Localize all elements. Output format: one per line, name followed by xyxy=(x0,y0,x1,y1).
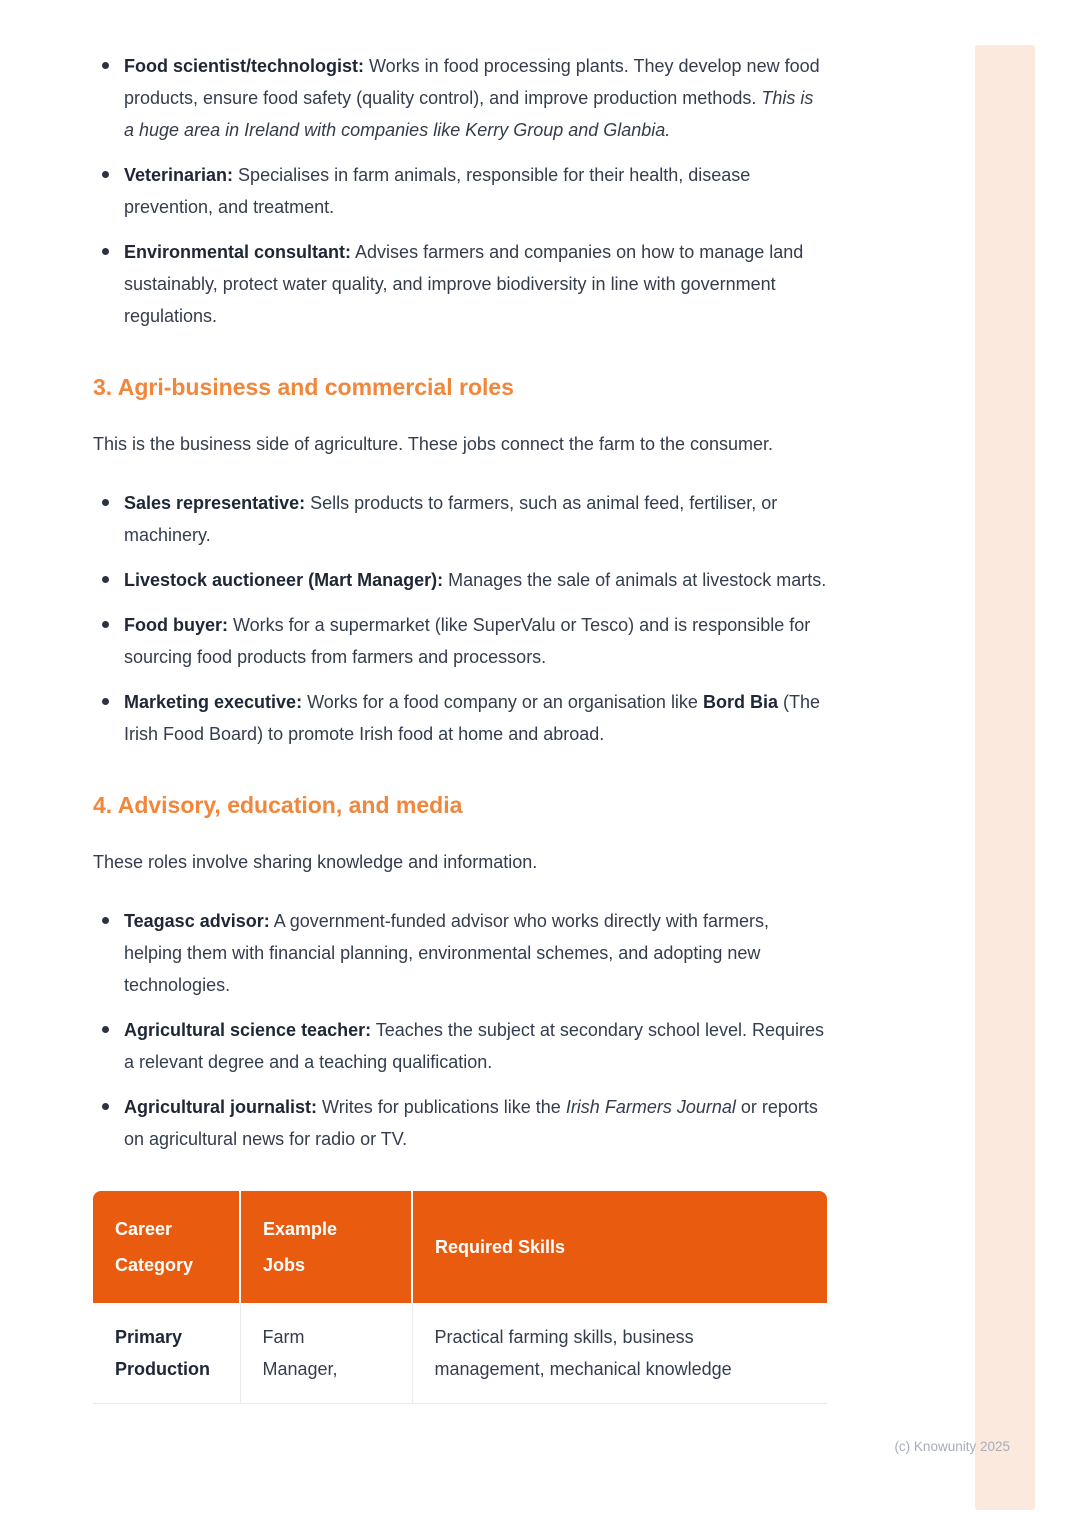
science-careers-list xyxy=(93,50,827,332)
text-run: (The Irish Food Board) to promote Irish food at home and abroad. xyxy=(124,692,820,744)
list-item-environmental-consultant xyxy=(93,236,827,332)
agribusiness-careers-list xyxy=(93,487,827,750)
column-header-career-category: Career Category xyxy=(93,1191,240,1303)
list-item-food-buyer xyxy=(93,609,827,673)
document-content xyxy=(93,50,827,1404)
text-run: Advises farmers and companies on how to manage land sustainably, protect water quality, and improve biodiversity in line with government regulations. xyxy=(124,242,804,326)
column-header-required-skills: Required Skills xyxy=(412,1191,827,1303)
section-heading-advisory: 4. Advisory, education, and media xyxy=(93,792,463,818)
skills-table-wrapper xyxy=(93,1191,827,1404)
text-run: Agricultural journalist: xyxy=(124,1097,318,1117)
text-run: Bord Bia xyxy=(702,692,778,712)
table-row xyxy=(93,1303,827,1404)
text-run: Irish Farmers Journal xyxy=(565,1097,736,1117)
list-item-veterinarian xyxy=(93,159,827,223)
list-item-ag-science-teacher xyxy=(93,1014,827,1078)
side-stripe-decoration xyxy=(975,45,1035,1510)
text-run: Works for a food company or an organisation like xyxy=(302,692,703,712)
text-run: Works for a supermarket (like SuperValu or Tesco) and is responsible for sourcing food products from farmers and processors. xyxy=(124,615,811,667)
table-header-row xyxy=(93,1191,827,1303)
text-run: This is a huge area in Ireland with companies like Kerry Group and Glanbia. xyxy=(124,88,814,140)
section-intro-agribusiness: This is the business side of agriculture. These jobs connect the farm to the consumer. xyxy=(93,434,774,454)
text-run: Food buyer: xyxy=(124,615,228,635)
text-run: Sales representative: xyxy=(124,493,306,513)
list-item-ag-journalist xyxy=(93,1091,827,1155)
text-run: Agricultural science teacher: xyxy=(124,1020,372,1040)
text-run: Writes for publications like the xyxy=(317,1097,566,1117)
list-item-marketing-executive xyxy=(93,686,827,750)
footer-credit: (c) Knowunity 2025 xyxy=(894,1439,1010,1454)
text-run: Manages the sale of animals at livestock marts. xyxy=(443,570,827,590)
cell-career-category: Primary Production xyxy=(93,1303,240,1404)
list-item-sales-representative xyxy=(93,487,827,551)
cell-required-skills: Practical farming skills, business management, mechanical knowledge xyxy=(412,1303,827,1404)
text-run: Livestock auctioneer (Mart Manager): xyxy=(124,570,444,590)
text-run: Works in food processing plants. They develop new food products, ensure food safety (quality control), and improve production methods. xyxy=(124,56,820,108)
text-run: Teagasc advisor: xyxy=(124,911,270,931)
text-run: Specialises in farm animals, responsible for their health, disease prevention, and treatment. xyxy=(124,165,751,217)
section-intro-advisory: These roles involve sharing knowledge and information. xyxy=(93,852,538,872)
text-run: Teaches the subject at secondary school level. Requires a relevant degree and a teaching qualification. xyxy=(124,1020,825,1072)
list-item-livestock-auctioneer xyxy=(93,564,827,596)
text-run: Food scientist/technologist: xyxy=(124,56,365,76)
section-heading-agribusiness: 3. Agri-business and commercial roles xyxy=(93,374,514,400)
list-item-teagasc-advisor xyxy=(93,905,827,1001)
text-run: or reports on agricultural news for radio or TV. xyxy=(124,1097,818,1149)
text-run: Veterinarian: xyxy=(124,165,234,185)
text-run: A government-funded advisor who works directly with farmers, helping them with financial planning, environmental schemes, and adopting new technologies. xyxy=(124,911,769,995)
text-run: Sells products to farmers, such as animal feed, fertiliser, or machinery. xyxy=(124,493,778,545)
text-run: Marketing executive: xyxy=(124,692,303,712)
advisory-careers-list xyxy=(93,905,827,1155)
text-run: Environmental consultant: xyxy=(124,242,352,262)
cell-example-jobs: Farm Manager, xyxy=(240,1303,412,1404)
skills-table xyxy=(93,1191,827,1404)
list-item-food-scientist xyxy=(93,50,827,146)
column-header-example-jobs: Example Jobs xyxy=(240,1191,412,1303)
